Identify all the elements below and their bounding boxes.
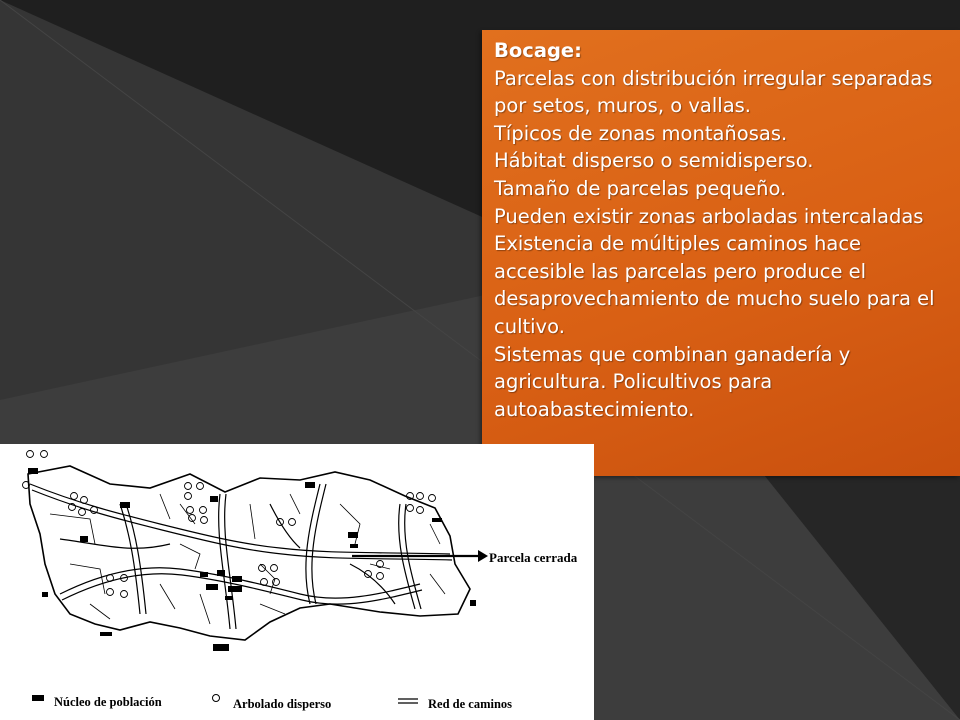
text-line-sistemas: Sistemas que combinan ganadería y agricultura. Policultivos para autoabastecimiento. (494, 342, 851, 421)
text-line-caminos: Existencia de múltiples caminos hace accesible las parcelas pero produce el desaprovechamiento de mucho suelo para el cultivo. (494, 232, 935, 338)
bocage-map-figure (0, 444, 594, 720)
text-line-arboladas: Pueden existir zonas arboladas intercaladas (494, 204, 924, 228)
legend-arbolado-symbol (213, 695, 220, 702)
parcela-cerrada-arrow (352, 550, 488, 562)
bocage-map (0, 444, 594, 720)
map-legend (32, 695, 512, 712)
bocage-text-panel (482, 30, 960, 476)
text-line-zonas: Típicos de zonas montañosas. (494, 121, 788, 145)
legend-arbolado-label: Arbolado disperso (233, 697, 332, 711)
text-line-tamano: Tamaño de parcelas pequeño. (494, 176, 787, 200)
parcela-cerrada-label: Parcela cerrada (489, 550, 578, 565)
legend-caminos-label: Red de caminos (428, 697, 513, 711)
bocage-title: Bocage: (494, 39, 582, 62)
text-line-distribucion: Parcelas con distribución irregular separadas por setos, muros, o vallas. (494, 66, 933, 118)
legend-caminos-symbol (398, 699, 418, 703)
legend-nucleo-symbol (32, 695, 44, 701)
legend-nucleo-label: Núcleo de población (54, 695, 162, 709)
text-line-habitat: Hábitat disperso o semidisperso. (494, 149, 814, 173)
